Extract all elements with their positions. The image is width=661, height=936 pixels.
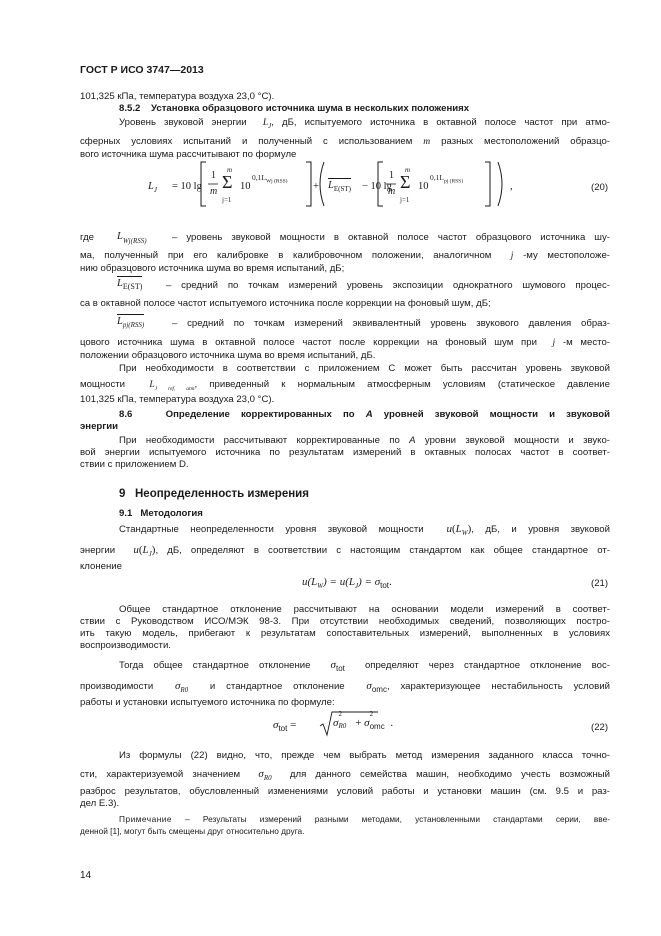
- paragraph-line: Общее стандартное отклонение рассчитывают на основании модели измерений в соответ-: [119, 604, 610, 615]
- section-8-6-heading: 8.6 Определение корректированных по А уровней звуковой мощности и звуковой: [119, 409, 610, 420]
- symbol-m: m: [423, 136, 431, 147]
- paragraph-line: клонение: [80, 561, 122, 572]
- paragraph-line: сферных условиях испытаний и полученный с использованием m разных местоположений образцо-: [80, 136, 611, 147]
- symbol-LJ: L: [262, 117, 269, 128]
- paragraph-line: вой энергии испытуемого источника по результатам измерений в октавных полосах частот в соответ-: [80, 447, 610, 458]
- section-9-heading: 9 Неопределенность измерения: [119, 488, 309, 500]
- symbol-box: $L_{E(ST)}$: [117, 278, 143, 292]
- page-number: 14: [80, 870, 92, 881]
- paragraph-line: ствии с Руководством ИСО/МЭК 98-3. При отсутствии необходимых сведений, позволяющих постро-: [80, 616, 610, 627]
- section-number: 8.5.2: [119, 103, 141, 114]
- equation-number-21: (21): [591, 578, 609, 589]
- symbol-box: $L_{pj(RSS)}$: [117, 316, 145, 330]
- note-label: Примечание: [119, 814, 173, 824]
- equation-21: $u(L_W) = u(L_J) = \sigma_{tot}$.: [302, 576, 392, 591]
- paragraph-line: разброс результатов, обусловленный изменениями условий работы и установки машин (см. 9.5 и раз-: [80, 786, 610, 797]
- paragraph-line: – уровень звуковой мощности в октавной полосе частот образцового источника шу-: [172, 232, 610, 243]
- equation-number-22: (22): [591, 722, 609, 733]
- paragraph-line: ить такую модель, прибегают к результатам сопоставительных измерений, выполненных в условиях: [80, 628, 610, 639]
- paragraph-line: воспроизводимости.: [80, 640, 171, 651]
- document-header: ГОСТ Р ИСО 3747—2013: [80, 64, 204, 76]
- paragraph-line: работы и установки испытуемого источника по формуле:: [80, 697, 335, 708]
- paragraph-line: При необходимости в соответствии с приложением С может быть рассчитан уровень звуковой: [119, 363, 610, 374]
- paragraph-line: производимости $\sigma_{R0}$ и стандартное отклонение $\sigma_{omc}$, характеризующее нестабильность условий: [80, 680, 610, 694]
- paragraph-line: сти, характеризуемой значением $\sigma_{R0}$ для данного семейства машин, необходимо учесть возможный: [80, 768, 610, 782]
- paragraph-line: Тогда общее стандартное отклонение $\sigma_{tot}$ определяют через стандартное отклонение вос-: [119, 659, 610, 673]
- paragraph-line: положении образцового источника шума во время испытаний, дБ.: [80, 350, 376, 361]
- paragraph-line: ствии с приложением D.: [80, 459, 189, 470]
- note-line: денной [1], могут быть смещены друг относительно друга.: [80, 826, 305, 836]
- paragraph-line: 101,325 кПа, температура воздуха 23,0 °С).: [80, 91, 275, 102]
- paragraph-line: Стандартные неопределенности уровня звуковой мощности $u(L_W)$, дБ, и уровня звуковой: [119, 523, 610, 537]
- paragraph-line: – средний по точкам измерений уровень экспозиции однократного шумового процес-: [166, 280, 610, 291]
- equation-number-20: (20): [591, 182, 609, 193]
- section-title: Установка образцового источника шума в нескольких положениях: [151, 103, 470, 114]
- paragraph-line: мощности $L_{J ref, atm}$, приведенный к нормальным атмосферным условиям (статическое давление: [80, 379, 610, 392]
- section-9-1-heading: 9.1 Методология: [119, 508, 203, 519]
- eq20-lhs: $L_J$: [148, 181, 157, 195]
- paragraph-line: цового источника шума в октавной полосе частот после коррекции на фоновый шум при j -м место-: [80, 337, 610, 348]
- where-label: где: [80, 232, 95, 243]
- section-8-6-heading-cont: энергии: [80, 421, 119, 432]
- paragraph-line: са в октавной полосе частот испытуемого источника после коррекции на фоновый шум, дБ;: [80, 298, 491, 309]
- paragraph-line: При необходимости рассчитывают корректированные по А уровни звуковой мощности и звуко-: [119, 435, 610, 446]
- symbol-box: $L_{Wj(RSS)}$: [117, 231, 147, 246]
- paragraph-line: Уровень звуковой энергии $L_J$, дБ, испытуемого источника в октавной полосе частот при атмо-: [119, 117, 610, 130]
- paragraph-line: энергии $u(L_J)$, дБ, определяют в соответствии с настоящим стандартом как общее стандартное от-: [80, 544, 610, 558]
- eq20-eq-sign: = 10 lg: [172, 181, 202, 192]
- eq20-LE: $L_{E(ST)}$: [328, 180, 351, 194]
- paragraph-line: вого источника шума рассчитывают по формуле: [80, 149, 297, 160]
- paragraph-line: ма, полученный при его калибровке в калибровочном положении, аналогичном j -му местоположе-: [80, 250, 610, 261]
- paragraph-line: нию образцового источника шума во время испытаний, дБ;: [80, 263, 345, 274]
- paragraph-line: Из формулы (22) видно, что, прежде чем выбрать метод измерения заданного класса точно-: [119, 750, 610, 761]
- note-line: Примечание – Результаты измерений разными методами, установленными стандартами серии, вве-: [119, 814, 610, 824]
- paragraph-line: дел Е.3).: [80, 798, 120, 809]
- paragraph-line: – средний по точкам измерений эквивалентный уровень звукового давления образ-: [172, 318, 610, 329]
- section-8-5-2-heading: [119, 103, 469, 114]
- paragraph-line: 101,325 кПа, температура воздуха 23,0 °С).: [80, 394, 275, 405]
